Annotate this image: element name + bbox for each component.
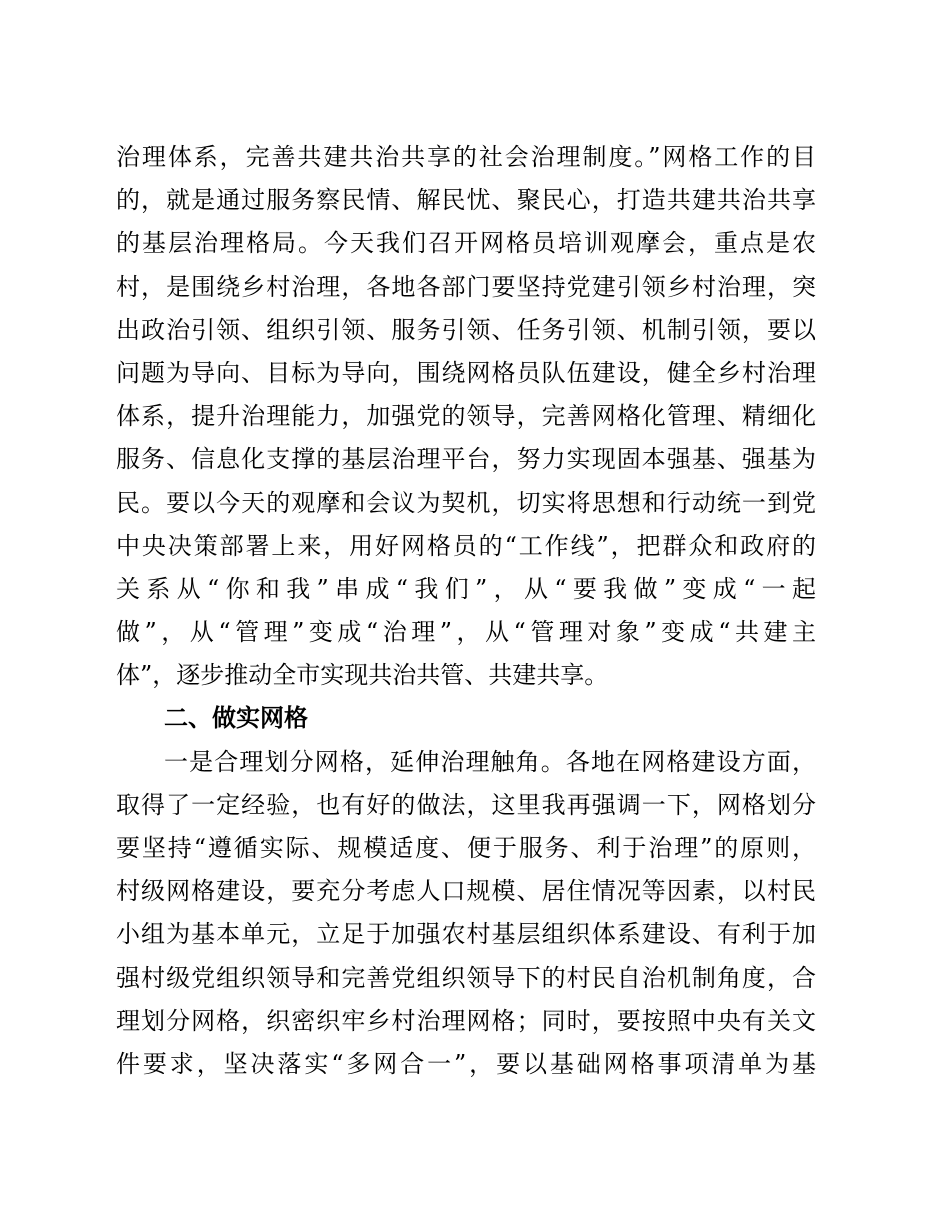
paragraph-line: 治理体系，完善共建共治共享的社会治理制度。”网格工作的目 xyxy=(116,143,816,171)
paragraph-line: 体”，逐步推动全市实现共治共管、共建共享。 xyxy=(116,661,609,690)
paragraph-line: 理划分网格，织密织牢乡村治理网格；同时，要按照中央有关文 xyxy=(116,1006,816,1035)
paragraph-line: 件要求，坚决落实“多网合一”，要以基础网格事项清单为基 xyxy=(116,1049,816,1078)
paragraph-line: 取得了一定经验，也有好的做法，这里我再强调一下，网格划分 xyxy=(116,790,816,819)
paragraph-line: 一是合理划分网格，延伸治理触角。各地在网格建设方面， xyxy=(164,747,816,776)
paragraph-line: 村级网格建设，要充分考虑人口规模、居住情况等因素，以村民 xyxy=(116,877,816,906)
paragraph-line: 村，是围绕乡村治理，各地各部门要坚持党建引领乡村治理，突 xyxy=(116,272,816,301)
paragraph-line: 的，就是通过服务察民情、解民忧、聚民心，打造共建共治共享 xyxy=(116,186,816,215)
paragraph-line: 体系，提升治理能力，加强党的领导，完善网格化管理、精细化 xyxy=(116,402,816,431)
paragraph-line: 民。要以今天的观摩和会议为契机，切实将思想和行动统一到党 xyxy=(116,488,816,517)
section-heading: 二、做实网格 xyxy=(164,704,308,733)
paragraph-line: 问题为导向、目标为导向，围绕网格员队伍建设，健全乡村治理 xyxy=(116,358,816,387)
paragraph-line: 关系从“你和我”串成“我们”，从“要我做”变成“一起 xyxy=(116,574,816,603)
paragraph-line: 出政治引领、组织引领、服务引领、任务引领、机制引领，要以 xyxy=(116,315,816,344)
paragraph-line: 强村级党组织领导和完善党组织领导下的村民自治机制角度，合 xyxy=(116,963,816,992)
paragraph-line: 服务、信息化支撑的基层治理平台，努力实现固本强基、强基为 xyxy=(116,445,816,474)
paragraph-line: 中央决策部署上来，用好网格员的“工作线”，把群众和政府的 xyxy=(116,531,816,560)
paragraph-line: 小组为基本单元，立足于加强农村基层组织体系建设、有利于加 xyxy=(116,920,816,949)
paragraph-line: 要坚持“遵循实际、规模适度、便于服务、利于治理”的原则， xyxy=(116,834,816,862)
paragraph-line: 做”，从“管理”变成“治理”，从“管理对象”变成“共建主 xyxy=(116,618,816,647)
paragraph-line: 的基层治理格局。今天我们召开网格员培训观摩会，重点是农 xyxy=(116,229,816,258)
document-body xyxy=(116,136,816,1086)
